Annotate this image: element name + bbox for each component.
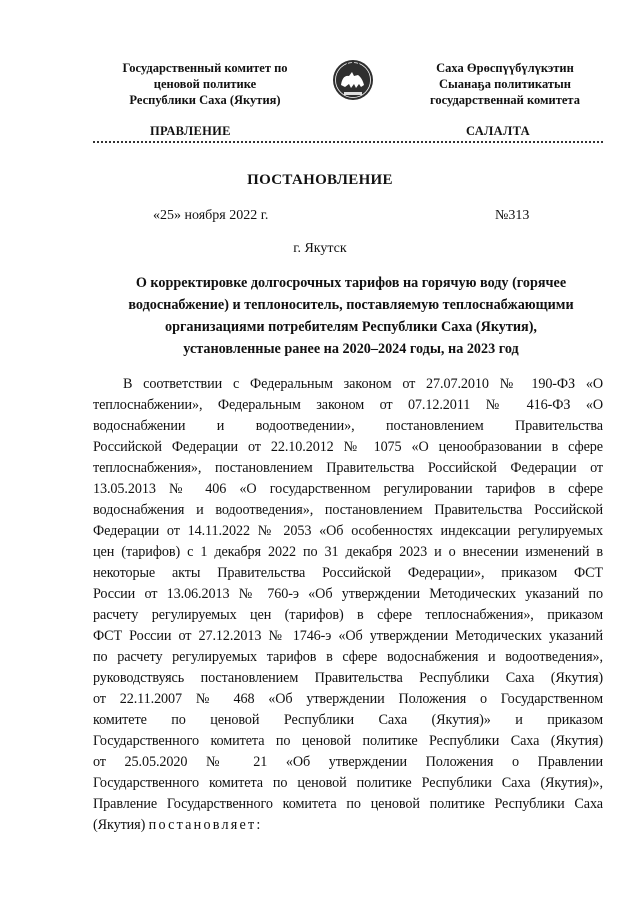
body-line: по расчету регулируемых тарифов в сфере водоснабжения и водоотведения»,: [93, 649, 603, 665]
body-line: водоснабжении и водоотведении», постановлением Правительства: [93, 418, 603, 434]
header-left-line: ценовой политике: [153, 77, 257, 91]
body-line: Правление Государственного комитета по ценовой политике Республики Саха: [93, 796, 603, 812]
body-line: некоторые акты Правительства Российской Федерации», приказом ФСТ: [93, 565, 603, 581]
body-line: водоснабжения и водоотведения», постановлением Правительства Российской: [93, 502, 603, 518]
coat-of-arms-icon: [330, 55, 376, 103]
dashed-divider: [93, 141, 603, 143]
header-right: [395, 60, 615, 108]
document-city: г. Якутск: [293, 241, 347, 256]
document-body: [93, 374, 603, 836]
document-number: №313: [495, 208, 530, 223]
document-subject: [100, 272, 602, 360]
subject-line: организациями потребителям Республики Саха (Якутия),: [165, 319, 537, 335]
body-line: от 25.05.2020 № 21 «Об утверждении Положения о Правлении: [93, 754, 603, 770]
body-line: Российской Федерации от 22.10.2012 № 1075 «О ценообразовании в сфере: [93, 439, 603, 455]
subject-line: установленные ранее на 2020–2024 годы, на 2023 год: [183, 341, 519, 357]
body-line: Государственного комитета по ценовой политике Республики Саха (Якутия): [93, 733, 603, 749]
header-left-line: Государственный комитет по: [122, 61, 288, 75]
body-line: цен (тарифов) с 1 декабря 2022 по 31 декабря 2023 и о внесении изменений в: [93, 544, 603, 560]
body-line: теплоснабжения», постановлением Правительства Российской Федерации от: [93, 460, 603, 476]
department-label-ru: ПРАВЛЕНИЕ: [150, 124, 231, 138]
body-line: комитете по ценовой Республики Саха (Якутия)» и приказом: [93, 712, 603, 728]
header-left: [100, 60, 310, 108]
document-type: ПОСТАНОВЛЕНИЕ: [247, 172, 393, 188]
header-right-line: государственнай комитета: [430, 93, 580, 107]
body-line: ФСТ России от 27.12.2013 № 1746-э «Об утверждении Методических указаний: [93, 628, 603, 644]
header-left-line: Республики Саха (Якутия): [129, 93, 281, 107]
body-line: В соответствии с Федеральным законом от 27.07.2010 № 190-ФЗ «О: [123, 376, 603, 392]
body-line: Федерации от 14.11.2022 № 2053 «Об особенностях индексации регулируемых: [93, 523, 603, 539]
department-label-sah: САЛАЛТА: [466, 124, 530, 138]
body-line: руководствуясь постановлением Правительства Республики Саха (Якутия): [93, 670, 603, 686]
body-line: Государственного комитета по ценовой политике Республики Саха (Якутия)»,: [93, 775, 603, 791]
body-line: расчету регулируемых цен (тарифов) в сфере теплоснабжения», приказом: [93, 607, 603, 623]
header-right-line: Сыанаҕа политикатын: [439, 77, 571, 91]
body-line: от 22.11.2007 № 468 «Об утверждении Положения о Государственном: [93, 691, 603, 707]
body-line: теплоснабжении», Федеральным законом от 07.12.2011 № 416-ФЗ «О: [93, 397, 603, 413]
body-final-prefix: (Якутия): [93, 817, 149, 833]
body-line-final: [93, 815, 603, 836]
header-right-line: Саха Өрөспүүбүлүкэтин: [436, 61, 574, 75]
resolution-word: постановляет:: [148, 817, 263, 833]
document-date: «25» ноября 2022 г.: [153, 208, 269, 223]
body-line: 13.05.2013 № 406 «О государственном регулировании тарифов в сфере: [93, 481, 603, 497]
subject-line: водоснабжение) и теплоноситель, поставляемую теплоснабжающими: [128, 297, 574, 313]
body-line: России от 13.06.2013 № 760-э «Об утверждении Методических указаний по: [93, 586, 603, 602]
subject-line: О корректировке долгосрочных тарифов на горячую воду (горячее: [135, 275, 567, 291]
